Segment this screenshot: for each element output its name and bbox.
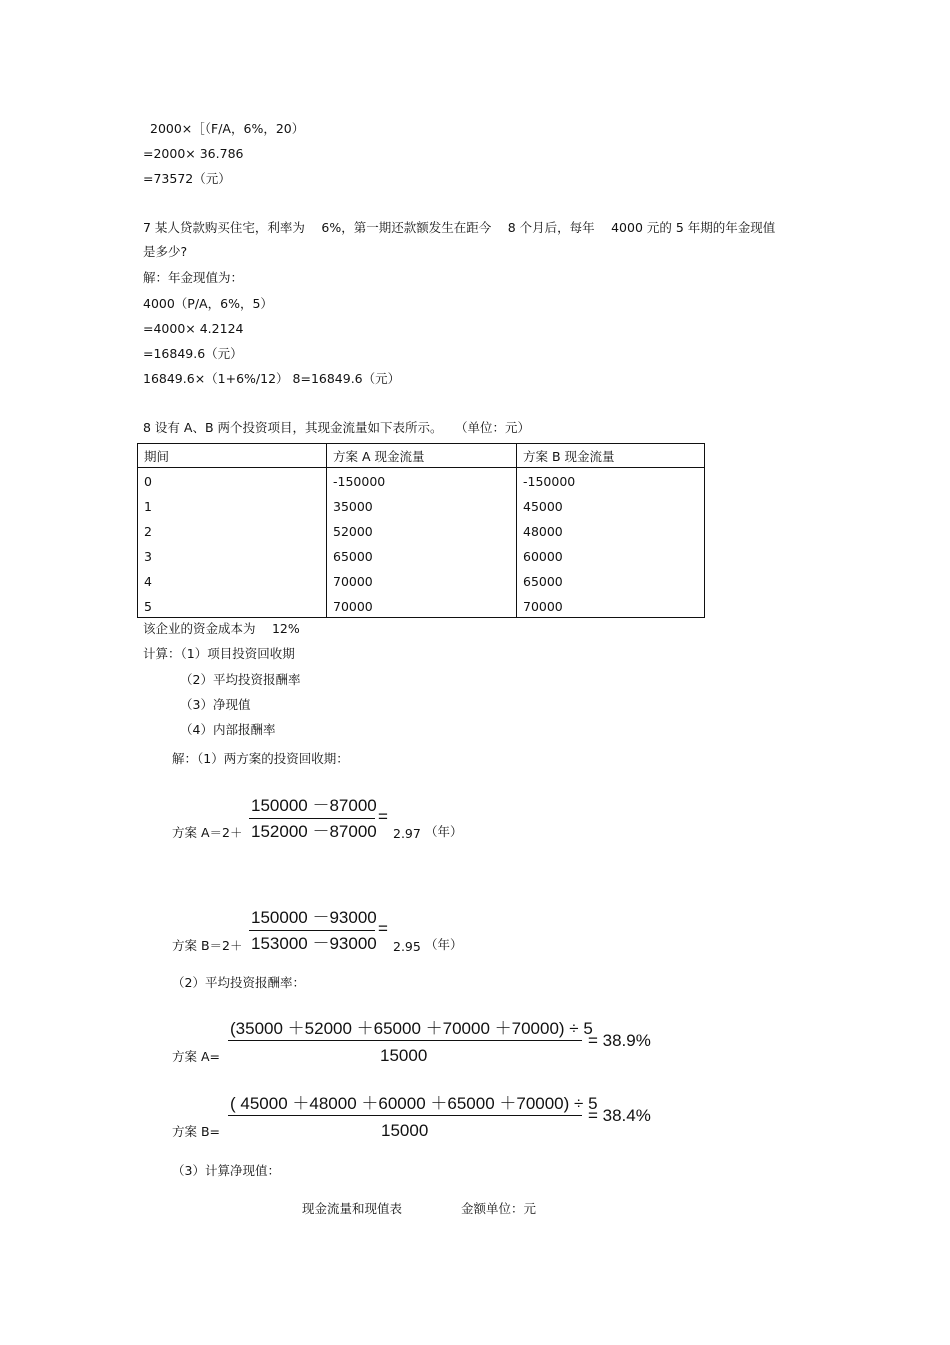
pv-table-title: 现金流量和现值表 (302, 1201, 403, 1216)
arr-b-prefix: 方案 B= (172, 1124, 221, 1139)
cell-period: 5 (138, 593, 327, 618)
header-plan-a: 方案 A 现金流量 (327, 444, 517, 468)
capital-cost: 该企业的资金成本为 12% (143, 621, 300, 636)
arr-b-fraction-bar (228, 1115, 582, 1116)
payback-b-denominator: 153000 －93000 (251, 934, 377, 953)
table-row (138, 593, 705, 618)
cell-period: 1 (138, 493, 327, 518)
q7-solution-label: 解：年金现值为： (143, 270, 244, 285)
q7-step-3: =16849.6（元） (143, 346, 243, 361)
payback-b-fraction-bar (249, 930, 375, 931)
payback-b-numerator: 150000 －93000 (251, 908, 377, 927)
q7-step-1: 4000（P/A，6%，5） (143, 296, 273, 311)
cell-period: 2 (138, 518, 327, 543)
table-row (138, 518, 705, 543)
q7-step-4: 16849.6×（1+6%/12） 8=16849.6（元） (143, 371, 401, 386)
cell-plan-a: 35000 (327, 493, 517, 518)
arr-b-result: = 38.4% (588, 1106, 651, 1125)
calc-line-1: 2000×［（F/A，6%，20） (150, 121, 305, 136)
header-plan-b: 方案 B 现金流量 (517, 444, 705, 468)
payback-b-result: 2.95 (393, 939, 421, 954)
arr-a-numerator: (35000 ＋52000 ＋65000 ＋70000 ＋70000) ÷ 5 (230, 1019, 593, 1038)
payback-a-result: 2.97 (393, 826, 421, 841)
payback-a-unit: （年） (425, 824, 463, 839)
table-row (138, 543, 705, 568)
cell-period: 4 (138, 568, 327, 593)
payback-a-equals: = (378, 807, 388, 826)
cell-plan-a: 52000 (327, 518, 517, 543)
cell-plan-a: 70000 (327, 593, 517, 618)
arr-b-numerator: ( 45000 ＋48000 ＋60000 ＋65000 ＋70000) ÷ 5 (230, 1094, 598, 1113)
table-header-row (138, 444, 705, 468)
cell-plan-a: 65000 (327, 543, 517, 568)
section-2-label: （2）平均投资报酬率： (172, 975, 305, 990)
solution-1-label: 解：（1）两方案的投资回收期： (172, 751, 349, 766)
payback-a-denominator: 152000 －87000 (251, 822, 377, 841)
arr-b-denominator: 15000 (381, 1121, 429, 1140)
cell-plan-a: 70000 (327, 568, 517, 593)
payback-a-numerator: 150000 －87000 (251, 796, 377, 815)
calc-item-4: （4）内部报酬率 (180, 722, 276, 737)
q7-step-2: =4000× 4.2124 (143, 321, 244, 336)
table-row (138, 568, 705, 593)
payback-a-prefix: 方案 A＝2＋ (172, 825, 243, 840)
section-3-label: （3）计算净现值： (172, 1163, 280, 1178)
arr-a-denominator: 15000 (380, 1046, 428, 1065)
table-row (138, 493, 705, 518)
arr-a-prefix: 方案 A= (172, 1049, 220, 1064)
cell-plan-a: -150000 (327, 468, 517, 493)
cell-period: 3 (138, 543, 327, 568)
header-period: 期间 (138, 444, 327, 468)
payback-b-unit: （年） (425, 937, 463, 952)
q8-question: 8 设有 A、B 两个投资项目，其现金流量如下表所示。 （单位：元） (143, 420, 531, 435)
pv-table-unit: 金额单位：元 (461, 1201, 537, 1216)
cell-plan-b: 70000 (517, 593, 705, 618)
cash-flow-table (137, 443, 705, 618)
cell-plan-b: 65000 (517, 568, 705, 593)
cell-period: 0 (138, 468, 327, 493)
cell-plan-b: 48000 (517, 518, 705, 543)
calc-items-label: 计算：（1）项目投资回收期 (143, 646, 295, 661)
cell-plan-b: 60000 (517, 543, 705, 568)
calc-item-3: （3）净现值 (180, 697, 251, 712)
table-row (138, 468, 705, 493)
payback-b-equals: = (378, 919, 388, 938)
arr-a-result: = 38.9% (588, 1031, 651, 1050)
calc-line-2: =2000× 36.786 (143, 146, 244, 161)
payback-a-fraction-bar (249, 818, 375, 819)
arr-a-fraction-bar (228, 1040, 582, 1041)
calc-item-2: （2）平均投资报酬率 (180, 672, 301, 687)
payback-b-prefix: 方案 B＝2＋ (172, 938, 243, 953)
q7-question: 7 某人贷款购买住宅，利率为 6%，第一期还款额发生在距今 8 个月后，每年 4000 元的 5 年期的年金现值 (143, 220, 776, 235)
cell-plan-b: -150000 (517, 468, 705, 493)
q7-question-cont: 是多少? (143, 244, 188, 259)
calc-line-3: =73572（元） (143, 171, 231, 186)
cell-plan-b: 45000 (517, 493, 705, 518)
